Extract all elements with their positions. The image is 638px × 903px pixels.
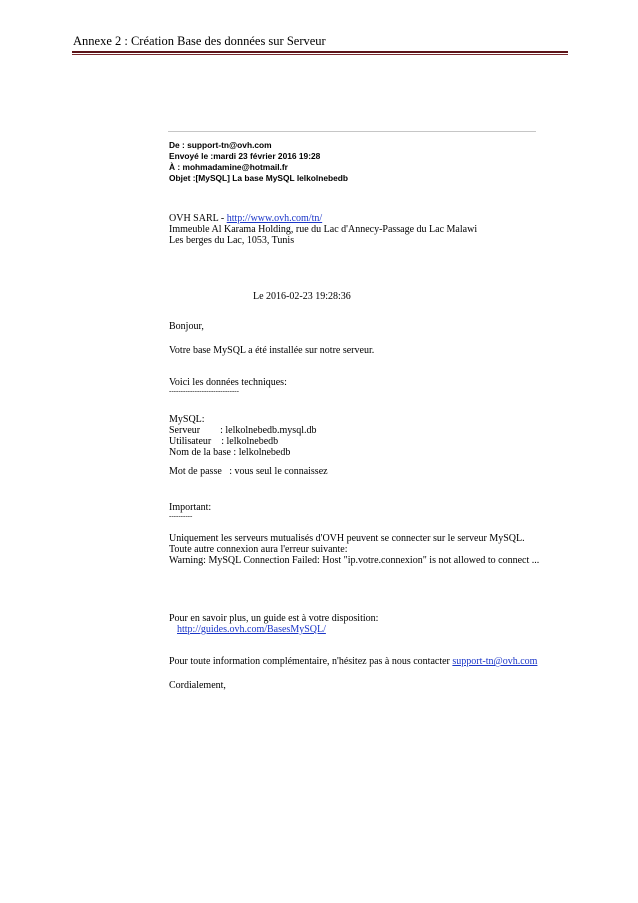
greeting: Bonjour, xyxy=(169,321,204,332)
important-line-1: Uniquement les serveurs mutualisés d'OVH peuvent se connecter sur le serveur MySQL. xyxy=(169,533,525,544)
tech-underline: ------------------------------ xyxy=(169,387,239,395)
important-underline: ---------- xyxy=(169,512,193,520)
address-line-2: Les berges du Lac, 1053, Tunis xyxy=(169,235,295,246)
dbname-line: Nom de la base : lelkolnebedb xyxy=(169,447,291,458)
header-divider xyxy=(72,51,568,53)
contact-email-link[interactable]: support-tn@ovh.com xyxy=(452,656,538,667)
tech-title: Voici les données techniques: xyxy=(169,377,287,388)
company-link[interactable]: http://www.ovh.com/tn/ xyxy=(226,213,323,224)
contact-line xyxy=(169,656,537,667)
email-to: À : mohmadamine@hotmail.fr xyxy=(169,162,288,172)
page-header: Annexe 2 : Création Base des données sur Serveur xyxy=(73,34,326,48)
email-sent: Envoyé le :mardi 23 février 2016 19:28 xyxy=(169,151,321,161)
mysql-label: MySQL: xyxy=(169,414,205,425)
intro-text: Votre base MySQL a été installée sur notre serveur. xyxy=(169,345,375,356)
company-block xyxy=(169,213,477,246)
guide-link[interactable]: http://guides.ovh.com/BasesMySQL/ xyxy=(177,624,326,635)
important-details xyxy=(169,533,539,566)
guide-section xyxy=(169,613,378,635)
important-title: Important: xyxy=(169,502,212,513)
email-top-divider xyxy=(168,131,536,132)
email-metadata xyxy=(169,140,348,184)
important-section xyxy=(169,502,211,520)
tech-section xyxy=(169,377,287,395)
email-subject: Objet :[MySQL] La base MySQL lelkolnebedb xyxy=(169,173,349,183)
guide-line: Pour en savoir plus, un guide est à votre disposition: xyxy=(169,613,379,624)
user-line: Utilisateur : lelkolnebedb xyxy=(169,436,279,447)
email-date: Le 2016-02-23 19:28:36 xyxy=(253,291,351,302)
email-from: De : support-tn@ovh.com xyxy=(169,140,272,150)
guide-link-row xyxy=(169,624,378,635)
important-line-2: Toute autre connexion aura l'erreur suivante: xyxy=(169,544,348,555)
company-line xyxy=(169,213,477,224)
mysql-section xyxy=(169,414,316,458)
important-line-3: Warning: MySQL Connection Failed: Host "ip.votre.connexion" is not allowed to connect ... xyxy=(169,555,540,566)
company-prefix: OVH SARL - xyxy=(169,213,227,224)
server-line: Serveur : lelkolnebedb.mysql.db xyxy=(169,425,317,436)
password-line: Mot de passe : vous seul le connaissez xyxy=(169,466,328,477)
header-divider-thin xyxy=(72,54,568,55)
address-line-1: Immeuble Al Karama Holding, rue du Lac d'Annecy-Passage du Lac Malawi xyxy=(169,224,478,235)
closing: Cordialement, xyxy=(169,680,226,691)
contact-text: Pour toute information complémentaire, n'hésitez pas à nous contacter xyxy=(169,656,453,667)
